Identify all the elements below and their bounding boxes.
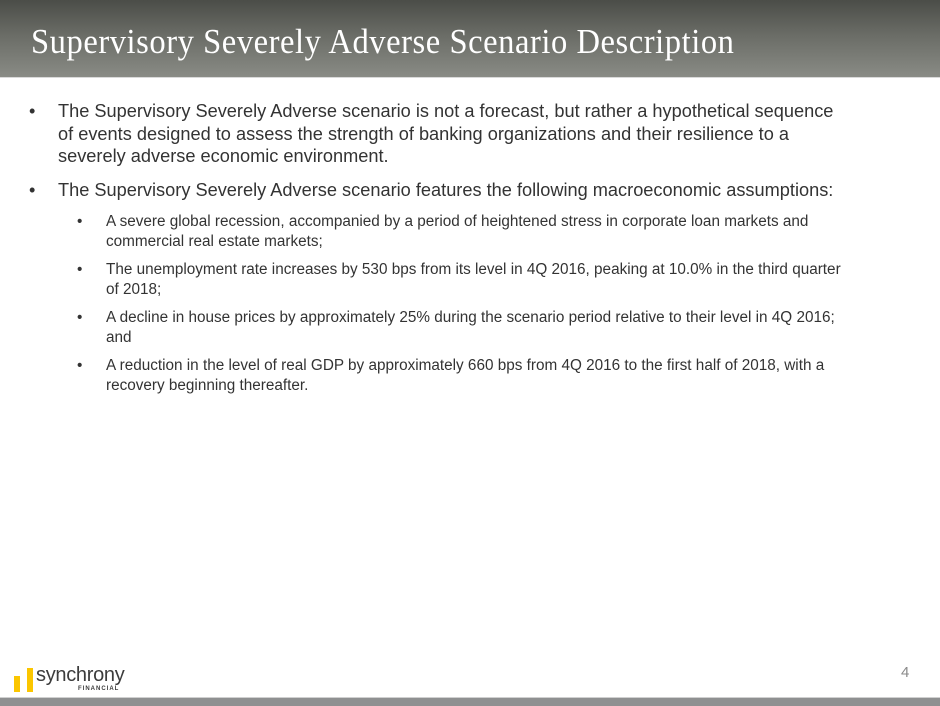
sub-bullet-marker: • (77, 357, 83, 374)
sub-bullet-item (0, 212, 846, 251)
sub-bullet-item (0, 356, 846, 395)
sub-bullet-text: A decline in house prices by approximately 25% during the scenario period relative to their level in 4Q 2016; and (106, 309, 835, 346)
logo-wordmark: synchrony (36, 664, 125, 686)
sub-bullet-text: A reduction in the level of real GDP by approximately 660 bps from 4Q 2016 to the first half of 2018, with a recovery beginning thereafter. (106, 357, 825, 394)
bullet-marker: • (29, 101, 36, 121)
logo-subtitle: FINANCIAL (78, 686, 120, 692)
sub-bullet-marker: • (77, 261, 83, 278)
sub-bullet-item (0, 260, 846, 299)
bullet-text: The Supervisory Severely Adverse scenario features the following macroeconomic assumptions: (58, 179, 834, 200)
sub-bullet-item (0, 308, 846, 347)
title-bar (0, 0, 940, 78)
sub-bullet-marker: • (77, 213, 83, 230)
bullet-item (0, 179, 838, 202)
bullet-text: The Supervisory Severely Adverse scenario is not a forecast, but rather a hypothetical sequence of events designed to assess the strength of banking organizations and their resilience to a severely adverse economic environment. (58, 101, 834, 166)
page-number: 4 (901, 664, 910, 681)
sub-bullet-text: A severe global recession, accompanied by a period of heightened stress in corporate loan markets and commercial real estate markets; (106, 213, 809, 250)
page-title: Supervisory Severely Adverse Scenario Description (31, 22, 735, 61)
sub-bullet-marker: • (77, 309, 83, 326)
sub-bullet-list (0, 212, 940, 395)
synchrony-logo (14, 664, 134, 694)
sub-bullet-text: The unemployment rate increases by 530 bps from its level in 4Q 2016, peaking at 10.0% in the third quarter of 2018; (106, 261, 841, 298)
bullet-marker: • (29, 179, 36, 200)
logo-bar-icon (14, 676, 20, 692)
bullet-item (0, 100, 838, 168)
slide-content (0, 100, 940, 404)
logo-bar-icon (27, 668, 33, 692)
